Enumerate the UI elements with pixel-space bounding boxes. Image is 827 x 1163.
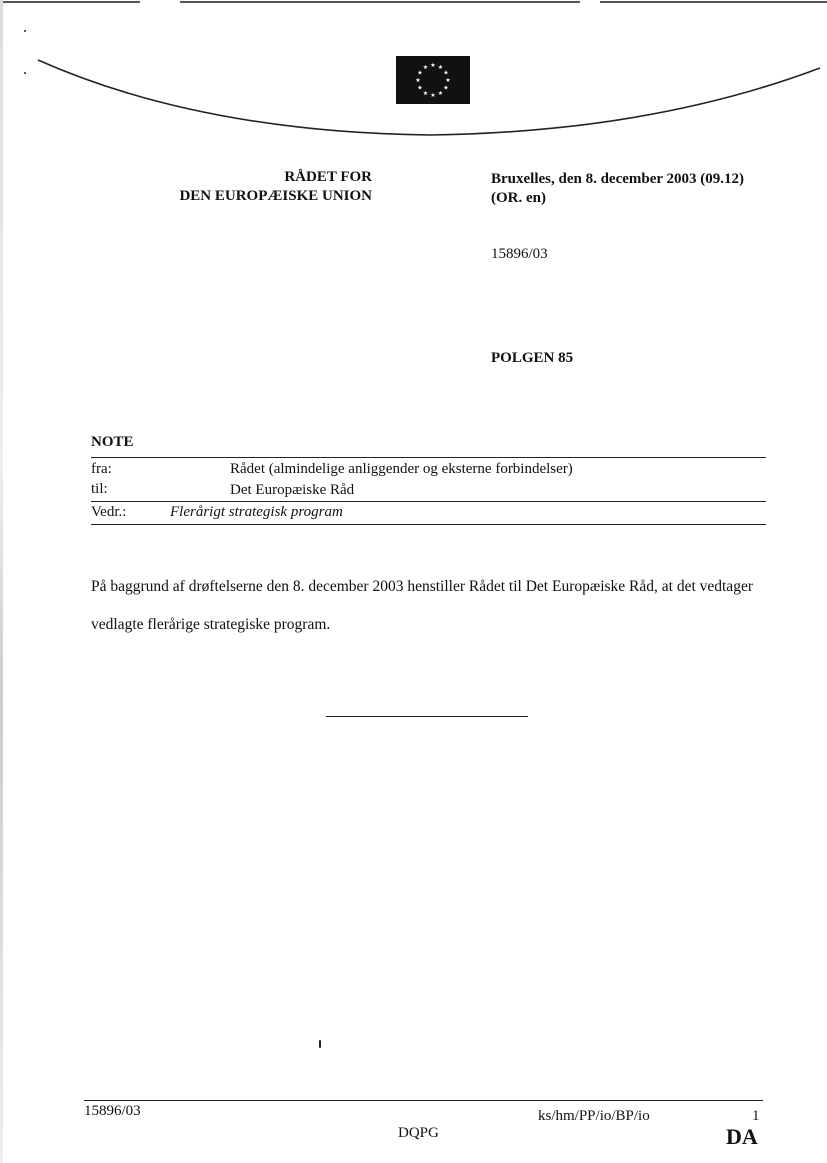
note-from-value: Rådet (almindelige anliggender og eksterne forbindelser) bbox=[230, 461, 573, 477]
document-number: 15896/03 bbox=[491, 246, 548, 262]
note-from-label: fra: bbox=[91, 461, 112, 477]
scan-speck bbox=[319, 1040, 321, 1048]
council-name-line1: RÅDET FOR bbox=[284, 169, 372, 185]
flag-star-icon: ★ bbox=[422, 64, 429, 71]
body-paragraph: På baggrund af drøftelserne den 8. december 2003 henstiller Rådet til Det Europæiske Råd, at det vedtager vedlagte flerårige strategiske program. bbox=[91, 578, 753, 633]
date-line bbox=[491, 170, 744, 208]
date-line-place-date: Bruxelles, den 8. december 2003 (09.12) bbox=[491, 171, 745, 187]
flag-star-icon: ★ bbox=[417, 84, 423, 92]
flag-star-icon: ★ bbox=[443, 69, 449, 77]
flag-star-icon: ★ bbox=[430, 92, 436, 99]
note-subject-label: Vedr.: bbox=[91, 504, 127, 520]
flag-star-icon: ★ bbox=[422, 90, 429, 97]
footer-language-code: DA bbox=[726, 1124, 758, 1149]
end-rule bbox=[326, 716, 528, 717]
flag-star-icon: ★ bbox=[430, 62, 436, 69]
flag-star-icon: ★ bbox=[415, 77, 421, 84]
eu-flag-logo bbox=[396, 56, 470, 104]
note-subject-value: Flerårigt strategisk program bbox=[170, 504, 343, 520]
note-to-value: Det Europæiske Råd bbox=[230, 482, 355, 498]
divider bbox=[91, 501, 766, 502]
note-to-label: til: bbox=[91, 481, 108, 497]
scan-speck bbox=[24, 30, 26, 32]
flag-star-icon: ★ bbox=[437, 64, 444, 71]
flag-star-icon: ★ bbox=[437, 90, 444, 97]
scan-edge-left bbox=[0, 0, 3, 1163]
flag-star-icon: ★ bbox=[443, 84, 449, 92]
scan-edge-top bbox=[0, 0, 827, 6]
footer-document-number: 15896/03 bbox=[84, 1103, 141, 1119]
scan-speck bbox=[24, 72, 26, 74]
footer-department: DQPG bbox=[398, 1125, 439, 1141]
divider bbox=[91, 524, 766, 525]
council-name-line2: DEN EUROPÆISKE UNION bbox=[179, 188, 372, 204]
classification-code: POLGEN 85 bbox=[491, 350, 574, 366]
footer-page-number: 1 bbox=[752, 1108, 760, 1124]
footer-initials: ks/hm/PP/io/BP/io bbox=[538, 1108, 650, 1124]
note-heading: NOTE bbox=[91, 434, 134, 450]
footer-rule bbox=[84, 1100, 763, 1101]
council-name bbox=[100, 168, 372, 206]
flag-star-icon: ★ bbox=[417, 69, 423, 77]
divider bbox=[91, 457, 766, 458]
original-language: (OR. en) bbox=[491, 190, 546, 206]
flag-star-icon: ★ bbox=[445, 77, 451, 84]
